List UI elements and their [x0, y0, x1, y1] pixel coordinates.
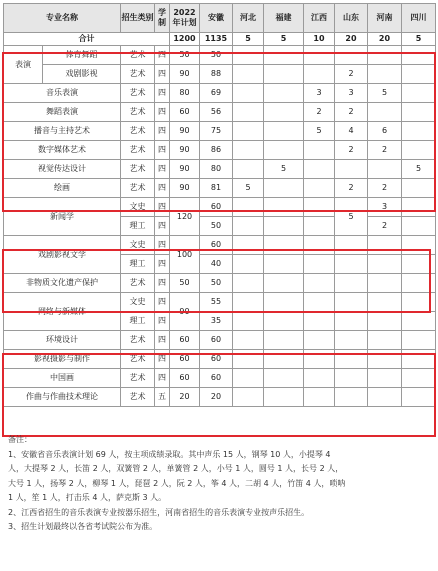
fujian-cell — [264, 46, 304, 65]
shandong-cell: 3 — [335, 84, 368, 103]
shandong-cell: 4 — [335, 122, 368, 141]
major-name: 网络与新媒体 — [4, 293, 121, 331]
hebei-cell — [233, 103, 264, 122]
fujian-cell — [264, 255, 304, 274]
plan-cell: 60 — [170, 331, 200, 350]
jiangxi-cell — [304, 274, 335, 293]
hebei-cell — [233, 236, 264, 255]
major-name: 舞蹈表演 — [4, 103, 121, 122]
henan-cell: 2 — [368, 217, 402, 236]
anhui-cell: 60 — [200, 331, 233, 350]
major-name: 数字媒体艺术 — [4, 141, 121, 160]
anhui-cell: 60 — [200, 369, 233, 388]
category-cell: 艺术 — [121, 388, 155, 407]
table-row — [4, 46, 436, 65]
plan-cell: 60 — [170, 369, 200, 388]
shandong-cell — [335, 369, 368, 388]
jiangxi-cell: 2 — [304, 103, 335, 122]
category-cell: 理工 — [121, 217, 155, 236]
duration-cell: 四 — [155, 84, 170, 103]
major-name: 中国画 — [4, 369, 121, 388]
duration-cell: 四 — [155, 217, 170, 236]
jiangxi-cell — [304, 255, 335, 274]
henan-cell: 2 — [368, 141, 402, 160]
hebei-cell — [233, 274, 264, 293]
total-anhui: 1135 — [200, 33, 233, 46]
plan-cell: 90 — [170, 141, 200, 160]
table-row — [4, 331, 436, 350]
header-fujian: 福建 — [264, 4, 304, 33]
header-hebei: 河北 — [233, 4, 264, 33]
anhui-cell: 60 — [200, 350, 233, 369]
sichuan-cell — [402, 255, 436, 274]
table-row — [4, 293, 436, 312]
duration-cell: 五 — [155, 388, 170, 407]
hebei-cell — [233, 312, 264, 331]
anhui-cell: 80 — [200, 160, 233, 179]
duration-cell: 四 — [155, 179, 170, 198]
total-fujian: 5 — [264, 33, 304, 46]
table-row — [4, 274, 436, 293]
duration-cell: 四 — [155, 160, 170, 179]
anhui-cell: 55 — [200, 293, 233, 312]
duration-cell: 四 — [155, 331, 170, 350]
table-row — [4, 122, 436, 141]
header-row — [4, 4, 436, 33]
fujian-cell — [264, 312, 304, 331]
shandong-cell — [335, 293, 368, 312]
total-hebei: 5 — [233, 33, 264, 46]
fujian-cell — [264, 198, 304, 217]
sichuan-cell — [402, 179, 436, 198]
anhui-cell: 75 — [200, 122, 233, 141]
category-cell: 艺术 — [121, 160, 155, 179]
category-cell: 理工 — [121, 255, 155, 274]
duration-cell: 四 — [155, 65, 170, 84]
fujian-cell — [264, 103, 304, 122]
henan-cell — [368, 103, 402, 122]
fujian-cell — [264, 274, 304, 293]
table-row — [4, 388, 436, 407]
major-name: 环境设计 — [4, 331, 121, 350]
category-cell: 艺术 — [121, 103, 155, 122]
note-line: 人，大提琴 2 人，长笛 2 人，双簧管 2 人，单簧管 2 人，小号 1 人，圆号 1 人，长号 2 人， — [8, 464, 344, 473]
fujian-cell — [264, 350, 304, 369]
sichuan-cell — [402, 84, 436, 103]
hebei-cell — [233, 388, 264, 407]
fujian-cell — [264, 141, 304, 160]
header-anhui: 安徽 — [200, 4, 233, 33]
anhui-cell: 81 — [200, 179, 233, 198]
duration-cell: 四 — [155, 141, 170, 160]
fujian-cell — [264, 65, 304, 84]
hebei-cell — [233, 122, 264, 141]
shandong-cell: 2 — [335, 103, 368, 122]
major-name: 音乐表演 — [4, 84, 121, 103]
jiangxi-cell — [304, 141, 335, 160]
sichuan-cell — [402, 217, 436, 236]
note-line: 大号 1 人，扬琴 2 人，柳琴 1 人，琵琶 2 人，阮 2 人，筝 4 人，二胡 4 人，竹笛 4 人，唢呐 — [8, 478, 346, 488]
category-cell: 艺术 — [121, 84, 155, 103]
hebei-cell — [233, 369, 264, 388]
category-cell: 艺术 — [121, 122, 155, 141]
hebei-cell — [233, 255, 264, 274]
duration-cell: 四 — [155, 369, 170, 388]
header-sichuan: 四川 — [402, 4, 436, 33]
duration-cell: 四 — [155, 198, 170, 217]
table-row — [4, 236, 436, 255]
major-name: 作曲与作曲技术理论 — [4, 388, 121, 407]
duration-cell: 四 — [155, 350, 170, 369]
notes-section — [8, 433, 432, 535]
plan-cell: 50 — [170, 46, 200, 65]
fujian-cell: 5 — [264, 160, 304, 179]
hebei-cell — [233, 46, 264, 65]
table-row — [4, 198, 436, 217]
henan-cell — [368, 312, 402, 331]
anhui-cell: 50 — [200, 274, 233, 293]
anhui-cell: 35 — [200, 312, 233, 331]
major-name: 视觉传达设计 — [4, 160, 121, 179]
major-name: 绘画 — [4, 179, 121, 198]
duration-cell: 四 — [155, 236, 170, 255]
sichuan-cell — [402, 46, 436, 65]
total-shandong: 20 — [335, 33, 368, 46]
table-row — [4, 103, 436, 122]
major-group-label: 表演 — [4, 46, 43, 83]
henan-cell — [368, 160, 402, 179]
major-name: 新闻学 — [4, 198, 121, 236]
jiangxi-cell — [304, 312, 335, 331]
shandong-cell — [335, 274, 368, 293]
sichuan-cell: 5 — [402, 160, 436, 179]
henan-cell: 5 — [368, 84, 402, 103]
anhui-cell: 69 — [200, 84, 233, 103]
plan-cell: 90 — [170, 65, 200, 84]
table-row — [4, 350, 436, 369]
henan-cell — [368, 46, 402, 65]
sichuan-cell — [402, 236, 436, 255]
note-line: 1、安徽省音乐表演计划 69 人，按主项成绩录取。其中声乐 15 人，钢琴 10 人，小提琴 4 — [8, 449, 331, 459]
fujian-cell — [264, 84, 304, 103]
table-row — [4, 141, 436, 160]
anhui-cell: 88 — [200, 65, 233, 84]
jiangxi-cell: 3 — [304, 84, 335, 103]
shandong-cell: 5 — [335, 198, 368, 236]
shandong-cell — [335, 46, 368, 65]
hebei-cell — [233, 331, 264, 350]
total-henan: 20 — [368, 33, 402, 46]
header-henan: 河南 — [368, 4, 402, 33]
major-group-cell — [4, 46, 121, 84]
hebei-cell — [233, 65, 264, 84]
fujian-cell — [264, 293, 304, 312]
plan-cell: 100 — [170, 236, 200, 274]
henan-cell — [368, 255, 402, 274]
hebei-cell — [233, 84, 264, 103]
sichuan-cell — [402, 122, 436, 141]
duration-cell: 四 — [155, 293, 170, 312]
sichuan-cell — [402, 293, 436, 312]
header-major: 专业名称 — [4, 4, 121, 33]
category-cell: 艺术 — [121, 331, 155, 350]
sichuan-cell — [402, 274, 436, 293]
hebei-cell — [233, 217, 264, 236]
henan-cell — [368, 388, 402, 407]
category-cell: 艺术 — [121, 65, 155, 84]
hebei-cell — [233, 141, 264, 160]
anhui-cell: 50 — [200, 217, 233, 236]
henan-cell — [368, 369, 402, 388]
shandong-cell: 2 — [335, 65, 368, 84]
jiangxi-cell: 5 — [304, 122, 335, 141]
major-name: 播音与主持艺术 — [4, 122, 121, 141]
category-cell: 文史 — [121, 293, 155, 312]
anhui-cell: 50 — [200, 46, 233, 65]
total-sichuan: 5 — [402, 33, 436, 46]
category-cell: 艺术 — [121, 46, 155, 65]
total-jiangxi: 10 — [304, 33, 335, 46]
sichuan-cell — [402, 312, 436, 331]
fujian-cell — [264, 179, 304, 198]
major-name: 戏剧影视文学 — [4, 236, 121, 274]
plan-cell: 90 — [170, 160, 200, 179]
plan-cell: 90 — [170, 293, 200, 331]
header-plan: 2022年计划 — [170, 4, 200, 33]
plan-cell: 60 — [170, 350, 200, 369]
total-row — [4, 33, 436, 46]
table-row — [4, 84, 436, 103]
anhui-cell: 86 — [200, 141, 233, 160]
category-cell: 艺术 — [121, 141, 155, 160]
shandong-cell — [335, 255, 368, 274]
henan-cell — [368, 293, 402, 312]
henan-cell — [368, 236, 402, 255]
total-label: 合计 — [4, 33, 170, 46]
category-cell: 文史 — [121, 236, 155, 255]
major-name: 戏剧影视 — [65, 69, 98, 78]
table-row — [4, 179, 436, 198]
sichuan-cell — [402, 198, 436, 217]
anhui-cell: 56 — [200, 103, 233, 122]
anhui-cell: 40 — [200, 255, 233, 274]
hebei-cell — [233, 160, 264, 179]
plan-cell: 50 — [170, 274, 200, 293]
jiangxi-cell — [304, 369, 335, 388]
fujian-cell — [264, 331, 304, 350]
jiangxi-cell — [304, 65, 335, 84]
fujian-cell — [264, 369, 304, 388]
jiangxi-cell — [304, 198, 335, 217]
anhui-cell: 20 — [200, 388, 233, 407]
enrollment-plan-table — [3, 3, 436, 407]
hebei-cell — [233, 350, 264, 369]
category-cell: 文史 — [121, 198, 155, 217]
duration-cell: 四 — [155, 103, 170, 122]
henan-cell: 3 — [368, 198, 402, 217]
category-cell: 艺术 — [121, 274, 155, 293]
major-name: 体育舞蹈 — [43, 46, 120, 65]
hebei-cell — [233, 198, 264, 217]
major-name: 影视摄影与制作 — [4, 350, 121, 369]
shandong-cell — [335, 350, 368, 369]
notes-title: 备注： — [8, 435, 32, 444]
note-line: 3、招生计划最终以各省考试院公布为准。 — [8, 522, 158, 531]
header-category: 招生类别 — [121, 4, 155, 33]
plan-cell: 20 — [170, 388, 200, 407]
henan-cell — [368, 350, 402, 369]
header-duration: 学制 — [155, 4, 170, 33]
category-cell: 理工 — [121, 312, 155, 331]
sichuan-cell — [402, 388, 436, 407]
header-shandong: 山东 — [335, 4, 368, 33]
henan-cell: 2 — [368, 179, 402, 198]
henan-cell — [368, 274, 402, 293]
sichuan-cell — [402, 369, 436, 388]
category-cell: 艺术 — [121, 350, 155, 369]
major-name: 非物质文化遗产保护 — [4, 274, 121, 293]
plan-cell: 120 — [170, 198, 200, 236]
plan-cell: 60 — [170, 103, 200, 122]
plan-cell: 90 — [170, 122, 200, 141]
header-jiangxi: 江西 — [304, 4, 335, 33]
sichuan-cell — [402, 141, 436, 160]
table-row — [4, 160, 436, 179]
shandong-cell — [335, 236, 368, 255]
jiangxi-cell — [304, 293, 335, 312]
fujian-cell — [264, 122, 304, 141]
shandong-cell: 2 — [335, 141, 368, 160]
category-cell: 艺术 — [121, 369, 155, 388]
duration-cell: 四 — [155, 274, 170, 293]
duration-cell: 四 — [155, 255, 170, 274]
jiangxi-cell — [304, 350, 335, 369]
henan-cell — [368, 331, 402, 350]
plan-cell: 80 — [170, 84, 200, 103]
duration-cell: 四 — [155, 46, 170, 65]
shandong-cell: 2 — [335, 179, 368, 198]
note-line: 1 人，笙 1 人，打击乐 4 人，萨克斯 3 人。 — [8, 493, 167, 502]
jiangxi-cell — [304, 236, 335, 255]
jiangxi-cell — [304, 179, 335, 198]
sichuan-cell — [402, 350, 436, 369]
note-line: 2、江西省招生的音乐表演专业按器乐招生，河南省招生的音乐表演专业按声乐招生。 — [8, 507, 310, 517]
shandong-cell — [335, 160, 368, 179]
sichuan-cell — [402, 331, 436, 350]
sichuan-cell — [402, 103, 436, 122]
anhui-cell: 60 — [200, 198, 233, 217]
hebei-cell: 5 — [233, 179, 264, 198]
shandong-cell — [335, 331, 368, 350]
jiangxi-cell — [304, 160, 335, 179]
plan-cell: 90 — [170, 179, 200, 198]
table-row — [4, 369, 436, 388]
jiangxi-cell — [304, 388, 335, 407]
duration-cell: 四 — [155, 312, 170, 331]
henan-cell — [368, 65, 402, 84]
fujian-cell — [264, 217, 304, 236]
henan-cell: 6 — [368, 122, 402, 141]
jiangxi-cell — [304, 331, 335, 350]
shandong-cell — [335, 312, 368, 331]
hebei-cell — [233, 293, 264, 312]
jiangxi-cell — [304, 46, 335, 65]
anhui-cell: 60 — [200, 236, 233, 255]
duration-cell: 四 — [155, 122, 170, 141]
total-plan: 1200 — [170, 33, 200, 46]
jiangxi-cell — [304, 217, 335, 236]
category-cell: 艺术 — [121, 179, 155, 198]
fujian-cell — [264, 236, 304, 255]
fujian-cell — [264, 388, 304, 407]
shandong-cell — [335, 388, 368, 407]
sichuan-cell — [402, 65, 436, 84]
